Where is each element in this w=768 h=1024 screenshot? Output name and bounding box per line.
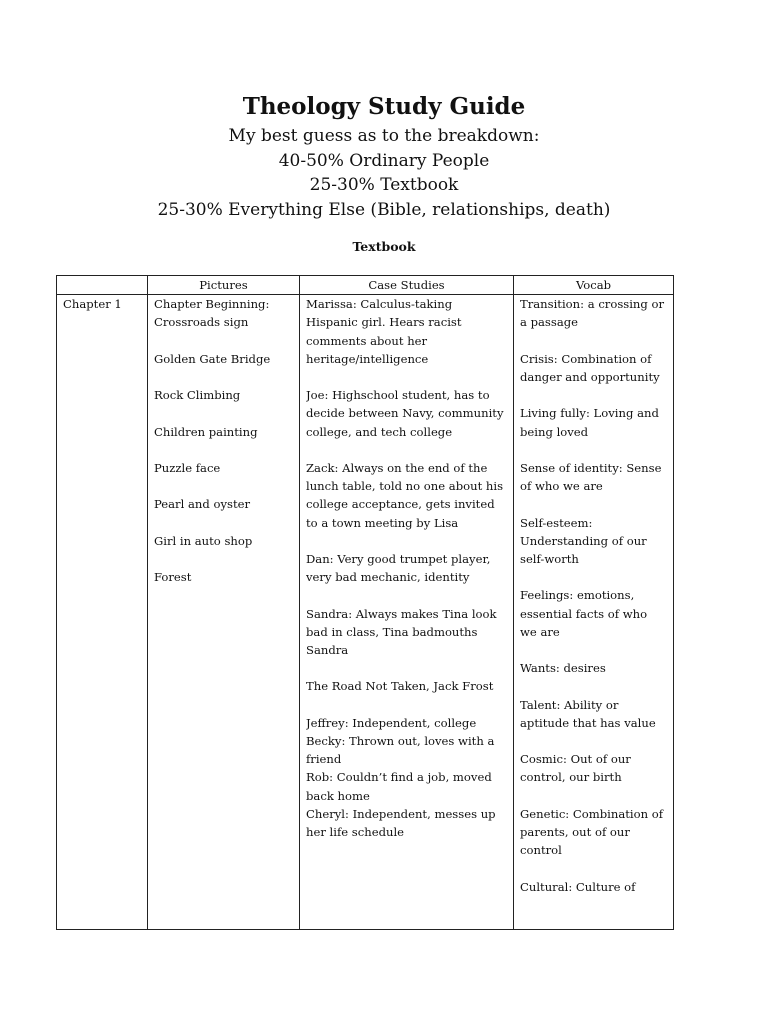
document-title: Theology Study Guide <box>242 93 526 120</box>
table-header-row <box>57 276 674 295</box>
case-study-item: Becky: Thrown out, loves with a friend <box>306 733 495 767</box>
case-study-item: Dan: Very good trumpet player, very bad mechanic, identity <box>306 552 491 585</box>
case-study-item: Marissa: Calculus-taking Hispanic girl. Hears racist comments about her heritage/intelligence <box>306 297 462 366</box>
subtitle-line-4: 25-30% Everything Else (Bible, relationships, death) <box>157 199 611 220</box>
vocab-item: Self-esteem: Understanding of our self-worth <box>520 515 647 566</box>
row-label: Chapter 1 <box>63 297 122 312</box>
vocab-item: Living fully: Loving and being loved <box>520 406 659 439</box>
case-study-item: Rob: Couldn’t find a job, moved back home <box>306 770 492 803</box>
vocab-item: Cosmic: Out of our control, our birth <box>520 752 631 785</box>
case-study-item: Sandra: Always makes Tina look bad in class, Tina badmouths Sandra <box>306 606 497 657</box>
header-case-studies: Case Studies <box>300 276 514 295</box>
case-study-item: Cheryl: Independent, messes up her life schedule <box>306 806 496 839</box>
section-label: Textbook <box>352 239 416 254</box>
vocab-item: Sense of identity: Sense of who we are <box>520 460 662 494</box>
vocab-item: Feelings: emotions, essential facts of who we are <box>520 588 648 639</box>
pictures-cell <box>148 295 300 930</box>
vocab-item: Genetic: Combination of parents, out of our control <box>520 806 664 858</box>
case-study-item: The Road Not Taken, Jack Frost <box>306 679 494 694</box>
row-label-cell <box>57 295 148 930</box>
vocab-item: Talent: Ability or aptitude that has value <box>520 697 656 730</box>
subtitle-line-2: 40-50% Ordinary People <box>278 150 490 171</box>
study-guide-table <box>56 275 674 930</box>
picture-item: Chapter Beginning: Crossroads sign <box>154 297 270 330</box>
case-study-item: Jeffrey: Independent, college <box>306 715 477 730</box>
vocab-item: Crisis: Combination of danger and opportunity <box>520 351 660 384</box>
picture-item: Forest <box>154 570 192 585</box>
picture-item: Girl in auto shop <box>154 533 253 548</box>
picture-item: Puzzle face <box>154 460 221 475</box>
case-studies-cell <box>300 295 514 930</box>
case-study-item: Zack: Always on the end of the lunch table, told no one about his college acceptance, gets invited to a town meeting by Lisa <box>306 461 504 530</box>
subtitle-line-1: My best guess as to the breakdown: <box>228 126 540 146</box>
table-row <box>57 295 674 930</box>
picture-item: Children painting <box>154 424 258 439</box>
vocab-item: Cultural: Culture of <box>520 879 636 894</box>
picture-item: Pearl and oyster <box>154 497 251 512</box>
vocab-item: Transition: a crossing or a passage <box>520 297 665 330</box>
case-study-item: Joe: Highschool student, has to decide between Navy, community college, and tech college <box>306 388 504 439</box>
header-pictures: Pictures <box>148 276 300 295</box>
picture-item: Rock Climbing <box>154 388 241 403</box>
vocab-item: Wants: desires <box>520 661 606 676</box>
subtitle-line-3: 25-30% Textbook <box>309 175 459 195</box>
vocab-cell <box>514 295 674 930</box>
header-vocab: Vocab <box>514 276 674 295</box>
header-empty <box>57 276 148 295</box>
picture-item: Golden Gate Bridge <box>154 351 271 366</box>
